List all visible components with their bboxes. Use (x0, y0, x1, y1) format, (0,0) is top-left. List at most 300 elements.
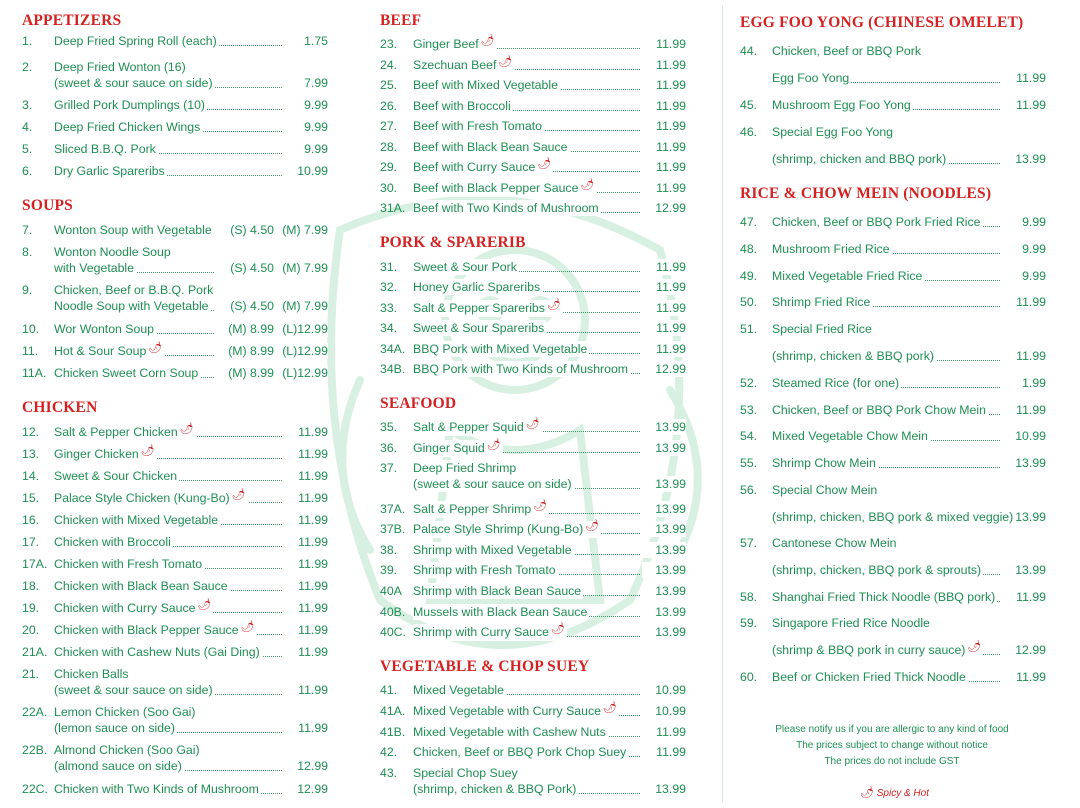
item-price: 11.99 (284, 468, 328, 484)
item-price: 11.99 (1002, 669, 1046, 685)
item-name-wrap (772, 241, 892, 257)
item-number: 38. (380, 543, 398, 557)
item-number: 55. (740, 456, 758, 470)
item-name: Salt & Pepper Spareribs (413, 301, 545, 315)
allergy-notice: Please notify us if you are allergic to any kind of food (775, 724, 1009, 735)
menu-item-row (380, 583, 686, 599)
item-name: Special Chow Mein (772, 483, 878, 497)
menu-item-row (740, 615, 1046, 631)
item-name: Deep Fried Shrimp (413, 461, 517, 475)
item-name-wrap (413, 279, 542, 295)
gst-notice: The prices do not include GST (824, 756, 960, 767)
item-price: 12.99 (642, 200, 686, 216)
item-name-wrap (413, 501, 549, 518)
item-name-wrap (772, 375, 901, 391)
menu-item-row (380, 98, 686, 114)
item-name: Sweet & Sour Chicken (54, 469, 178, 483)
menu-item-row (22, 222, 328, 238)
item-price: 13.99 (642, 419, 686, 435)
item-name: Chicken Sweet Corn Soup (54, 366, 199, 380)
item-name: BBQ Pork with Two Kinds of Mushroom (413, 362, 629, 376)
item-name-wrap (772, 669, 968, 685)
item-name: Lemon Chicken (Soo Gai) (54, 705, 196, 719)
item-price: (M) 8.99 (216, 365, 274, 381)
item-number: 4. (22, 120, 33, 134)
item-price: 11.99 (1002, 294, 1046, 310)
item-name-wrap (772, 482, 879, 498)
item-name-wrap (772, 151, 948, 167)
item-price: 1.99 (1002, 375, 1046, 391)
item-name: Palace Style Shrimp (Kung-Bo) (413, 522, 584, 536)
menu-item-row (380, 139, 686, 155)
chili-icon: 🌶 (179, 423, 194, 435)
item-number: 40C. (380, 625, 406, 639)
item-name: Beef with Two Kinds of Mushroom (413, 201, 599, 215)
item-number: 53. (740, 403, 758, 417)
item-number: 27. (380, 119, 398, 133)
item-name-wrap (54, 742, 202, 758)
menu-item-row (22, 622, 328, 638)
item-name-wrap (772, 348, 936, 364)
item-name: Ginger Chicken (54, 447, 139, 461)
item-name-wrap (772, 321, 874, 337)
item-name-wrap (772, 70, 851, 86)
item-number: 51. (740, 322, 758, 336)
menu-item-row (740, 321, 1046, 337)
item-name-wrap (54, 534, 173, 550)
section-heading: RICE & CHOW MEIN (NOODLES) (740, 185, 992, 202)
item-name-wrap (413, 341, 589, 357)
item-price: 11.99 (642, 341, 686, 357)
chili-icon: 🌶 (148, 342, 163, 354)
item-name: Chicken with Black Bean Sauce (54, 579, 228, 593)
spicy-legend (858, 786, 929, 799)
menu-item-row (740, 375, 1046, 391)
item-price: 12.99 (284, 781, 328, 797)
item-number: 52. (740, 376, 758, 390)
item-name: Shanghai Fried Thick Noodle (BBQ pork) (772, 590, 996, 604)
item-name: Mixed Vegetable with Cashew Nuts (413, 725, 606, 739)
menu-item-row (22, 141, 328, 157)
item-number: 50. (740, 295, 758, 309)
menu-item-row (22, 298, 328, 314)
item-price: 11.99 (284, 446, 328, 462)
menu-item-row (740, 268, 1046, 284)
menu-item-row (740, 348, 1046, 364)
item-name: Chicken with Cashew Nuts (Gai Ding) (54, 645, 260, 659)
item-name: with Vegetable (54, 261, 134, 275)
item-name: (shrimp, chicken and BBQ pork) (772, 152, 947, 166)
section-heading: APPETIZERS (22, 12, 122, 29)
menu-item-row (22, 490, 328, 506)
item-number: 17. (22, 535, 40, 549)
item-number: 3. (22, 98, 33, 112)
item-number: 22A. (22, 705, 48, 719)
chili-icon: 🌶 (525, 418, 540, 430)
chili-icon: 🌶 (231, 489, 246, 501)
item-price: 11.99 (284, 600, 328, 616)
menu-item-row (22, 781, 328, 797)
item-number: 60. (740, 670, 758, 684)
menu-item-row (380, 180, 686, 196)
item-number: 21. (22, 667, 40, 681)
item-name-wrap (54, 222, 214, 238)
menu-item-row (380, 604, 686, 620)
item-price: 13.99 (642, 624, 686, 640)
chili-icon: 🌶 (546, 299, 561, 311)
item-number: 44. (740, 44, 758, 58)
item-name: Mushroom Fried Rice (772, 242, 890, 256)
menu-item-row (740, 535, 1046, 551)
item-name: Palace Style Chicken (Kung-Bo) (54, 491, 230, 505)
item-price: 13.99 (1002, 151, 1046, 167)
item-price: 12.99 (642, 361, 686, 377)
item-number: 33. (380, 301, 398, 315)
menu-item-row (380, 765, 686, 781)
item-price: 11.99 (284, 534, 328, 550)
item-price: 9.99 (1002, 214, 1046, 230)
item-price: 11.99 (1002, 348, 1046, 364)
menu-item-row (22, 578, 328, 594)
item-number: 57. (740, 536, 758, 550)
item-name: (shrimp, chicken & BBQ pork) (772, 349, 934, 363)
menu-item-row (22, 59, 328, 75)
menu-item-row (380, 341, 686, 357)
menu-item-row (22, 468, 328, 484)
chili-icon: 🌶 (551, 623, 565, 635)
item-number: 24. (380, 58, 398, 72)
item-price: 11.99 (642, 724, 686, 740)
item-price: 11.99 (642, 320, 686, 336)
item-price: (S) 4.50 (216, 222, 274, 238)
item-name: Salt & Pepper Shrimp (413, 502, 532, 516)
item-name: Mixed Vegetable with Curry Sauce (413, 704, 601, 718)
item-number: 34A. (380, 342, 406, 356)
menu-item-row (380, 77, 686, 93)
menu-item-row (740, 124, 1046, 140)
menu-item-row (22, 282, 328, 298)
menu-item-row (380, 159, 686, 175)
item-name-wrap (772, 402, 988, 418)
item-name: Wonton Noodle Soup (54, 245, 171, 259)
item-name-wrap (54, 446, 157, 463)
item-name: Beef with Black Pepper Sauce (413, 181, 579, 195)
menu-item-row (22, 244, 328, 260)
item-name: Chicken with Broccoli (54, 535, 171, 549)
item-price-large: (L)12.99 (280, 365, 328, 381)
item-price: 13.99 (1002, 455, 1046, 471)
menu-item-row (740, 70, 1046, 86)
item-price: 11.99 (642, 57, 686, 73)
item-name: Honey Garlic Spareribs (413, 280, 541, 294)
item-name-wrap (413, 139, 570, 155)
item-name: Chicken, Beef or BBQ Pork Fried Rice (772, 215, 981, 229)
item-name-wrap (772, 214, 982, 230)
menu-item-row (22, 534, 328, 550)
item-price-large: (M) 7.99 (280, 222, 328, 238)
item-name-wrap (413, 476, 574, 492)
item-number: 47. (740, 215, 758, 229)
menu-item-row (22, 424, 328, 440)
item-price: 13.99 (642, 562, 686, 578)
item-number: 6. (22, 164, 33, 178)
item-name: (shrimp, chicken, BBQ pork & sprouts) (772, 563, 982, 577)
menu-item-row (22, 365, 328, 381)
item-name: Noodle Soup with Vegetable (54, 299, 209, 313)
chili-icon: 🌶 (602, 702, 617, 714)
item-number: 31A. (380, 201, 406, 215)
item-price: 11.99 (642, 118, 686, 134)
item-name: Chicken, Beef or BBQ Pork (772, 44, 921, 58)
chili-icon: 🌶 (967, 641, 982, 653)
section-heading: SOUPS (22, 197, 73, 214)
item-price: 12.99 (284, 758, 328, 774)
item-name-wrap (413, 77, 560, 93)
chili-icon: 🌶 (480, 35, 495, 47)
item-price: 11.99 (642, 300, 686, 316)
item-price: 9.99 (1002, 241, 1046, 257)
item-name-wrap (413, 98, 513, 114)
item-name-wrap (54, 119, 202, 135)
item-number: 40B. (380, 605, 406, 619)
item-name: Shrimp with Curry Sauce (413, 625, 549, 639)
item-name-wrap (413, 542, 574, 558)
item-name: (sweet & sour sauce on side) (54, 683, 213, 697)
chili-icon: 🌶 (197, 599, 212, 611)
menu-item-row (740, 562, 1046, 578)
menu-item-row (740, 43, 1046, 59)
item-price: (M) 8.99 (216, 343, 274, 359)
item-name: Shrimp Fried Rice (772, 295, 871, 309)
item-name: Wonton Soup with Vegetable (54, 223, 212, 237)
item-name-wrap (54, 468, 179, 484)
item-name-wrap (413, 440, 503, 457)
item-price: 11.99 (642, 77, 686, 93)
menu-item-row (380, 200, 686, 216)
item-name-wrap (54, 343, 164, 360)
item-number: 22B. (22, 743, 48, 757)
item-name-wrap (54, 490, 248, 507)
menu-item-row (380, 703, 686, 719)
menu-item-row (380, 562, 686, 578)
menu-item-row (22, 704, 328, 720)
menu-item-row (740, 482, 1046, 498)
item-price: (S) 4.50 (216, 260, 274, 276)
item-number: 35. (380, 420, 398, 434)
item-number: 23. (380, 37, 398, 51)
item-name-wrap (772, 124, 895, 140)
item-number: 46. (740, 125, 758, 139)
menu-item-row (380, 521, 686, 537)
item-price-large: (L)12.99 (280, 343, 328, 359)
menu-item-row (380, 279, 686, 295)
menu-item-row (380, 259, 686, 275)
item-number: 11. (22, 344, 39, 358)
menu-item-row (740, 402, 1046, 418)
menu-item-row (380, 724, 686, 740)
item-price: 11.99 (642, 259, 686, 275)
item-price: 11.99 (642, 159, 686, 175)
item-number: 40A (380, 584, 402, 598)
item-name: Sweet & Sour Spareribs (413, 321, 545, 335)
item-number: 56. (740, 483, 758, 497)
item-name: Chicken with Curry Sauce (54, 601, 196, 615)
item-price: 11.99 (284, 424, 328, 440)
item-name-wrap (772, 43, 923, 59)
item-name-wrap (54, 321, 156, 337)
item-name: (almond sauce on side) (54, 759, 182, 773)
chili-icon: 🌶 (498, 56, 513, 68)
item-name-wrap (413, 320, 546, 336)
item-name-wrap (772, 562, 983, 578)
menu-item-row (22, 33, 328, 49)
item-name-wrap (772, 294, 872, 310)
item-price: 11.99 (642, 36, 686, 52)
item-number: 29. (380, 160, 398, 174)
item-name-wrap (54, 97, 207, 113)
item-number: 37B. (380, 522, 406, 536)
item-name-wrap (772, 535, 898, 551)
item-number: 28. (380, 140, 398, 154)
section-heading: VEGETABLE & CHOP SUEY (380, 658, 590, 675)
item-name-wrap (413, 419, 542, 436)
item-name: Chicken, Beef or BBQ Pork Chop Suey (413, 745, 627, 759)
item-number: 7. (22, 223, 33, 237)
menu-item-row (380, 419, 686, 435)
item-number: 58. (740, 590, 758, 604)
item-price: 12.99 (1002, 642, 1046, 658)
item-name: Mixed Vegetable (413, 683, 504, 697)
item-name-wrap (413, 361, 630, 377)
item-name: Deep Fried Chicken Wings (54, 120, 201, 134)
item-price: 11.99 (642, 98, 686, 114)
menu-item-row (380, 118, 686, 134)
item-name-wrap (413, 604, 589, 620)
item-price: 10.99 (1002, 428, 1046, 444)
item-name-wrap (413, 57, 514, 74)
item-name-wrap (54, 682, 215, 698)
item-name-wrap (54, 59, 188, 75)
item-name: Special Fried Rice (772, 322, 872, 336)
item-number: 42. (380, 745, 398, 759)
menu-item-row (740, 669, 1046, 685)
item-name: Mussels with Black Bean Sauce (413, 605, 588, 619)
item-name-wrap (772, 268, 924, 284)
item-name-wrap (413, 200, 601, 216)
item-number: 25. (380, 78, 398, 92)
item-name: Special Chop Suey (413, 766, 518, 780)
item-price: 10.99 (642, 682, 686, 698)
item-number: 13. (22, 447, 40, 461)
item-name-wrap (54, 244, 173, 260)
item-name: Steamed Rice (for one) (772, 376, 900, 390)
item-name-wrap (54, 424, 196, 441)
item-number: 18. (22, 579, 40, 593)
item-number: 20. (22, 623, 40, 637)
item-name-wrap (413, 624, 567, 641)
item-name-wrap (54, 298, 211, 314)
item-name-wrap (54, 666, 131, 682)
item-name-wrap (413, 724, 608, 740)
item-name-wrap (413, 180, 596, 197)
section-heading: BEEF (380, 12, 422, 29)
item-number: 30. (380, 181, 398, 195)
item-name-wrap (54, 704, 197, 720)
item-price: 9.99 (284, 141, 328, 157)
item-number: 14. (22, 469, 40, 483)
item-number: 12. (22, 425, 40, 439)
menu-item-row (22, 644, 328, 660)
item-price: (S) 4.50 (216, 298, 274, 314)
section-heading: CHICKEN (22, 399, 98, 416)
item-price: 11.99 (642, 180, 686, 196)
item-name-wrap (54, 163, 167, 179)
menu-item-row (22, 446, 328, 462)
item-number: 37. (380, 461, 398, 475)
item-price: 11.99 (642, 139, 686, 155)
item-price-large: (M) 7.99 (280, 260, 328, 276)
item-number: 41. (380, 683, 398, 697)
item-name-wrap (54, 260, 136, 276)
menu-item-row (740, 97, 1046, 113)
item-price: 11.99 (642, 744, 686, 760)
item-name: Beef with Mixed Vegetable (413, 78, 558, 92)
item-name-wrap (54, 622, 257, 639)
menu-item-row (22, 720, 328, 736)
item-price: 1.75 (284, 33, 328, 49)
item-name: Hot & Sour Soup (54, 344, 147, 358)
item-price: 13.99 (642, 542, 686, 558)
chili-icon: 🌶 (585, 520, 600, 532)
chili-icon: 🌶 (140, 445, 155, 457)
item-price: (M) 8.99 (216, 321, 274, 337)
item-name-wrap (54, 365, 200, 381)
item-name: (sweet & sour sauce on side) (413, 477, 572, 491)
item-price: 11.99 (284, 512, 328, 528)
item-number: 43. (380, 766, 398, 780)
item-number: 32. (380, 280, 398, 294)
item-name: (shrimp & BBQ pork in curry sauce) (772, 643, 966, 657)
menu-item-row (380, 320, 686, 336)
item-name-wrap (772, 615, 932, 631)
item-price: 9.99 (284, 97, 328, 113)
item-name: Ginger Squid (413, 441, 485, 455)
item-name: Grilled Pork Dumplings (10) (54, 98, 206, 112)
menu-item-row (22, 682, 328, 698)
item-number: 19. (22, 601, 40, 615)
menu-item-row (380, 542, 686, 558)
item-name: Beef with Fresh Tomato (413, 119, 542, 133)
item-name-wrap (54, 720, 177, 736)
item-number: 8. (22, 245, 33, 259)
menu-item-row (740, 509, 1046, 525)
item-name-wrap (54, 75, 215, 91)
item-name: Almond Chicken (Soo Gai) (54, 743, 200, 757)
item-price: 11.99 (642, 279, 686, 295)
item-name: (sweet & sour sauce on side) (54, 76, 213, 90)
item-name: Szechuan Beef (413, 58, 497, 72)
item-name-wrap (54, 141, 158, 157)
item-name-wrap (54, 282, 215, 298)
item-name-wrap (772, 509, 1015, 525)
menu-item-row (380, 361, 686, 377)
menu-item-row (740, 241, 1046, 257)
section-heading: PORK & SPARERIB (380, 234, 526, 251)
item-number: 1. (22, 34, 33, 48)
item-number: 21A. (22, 645, 48, 659)
item-name: Cantonese Chow Mein (772, 536, 897, 550)
item-number: 15. (22, 491, 40, 505)
